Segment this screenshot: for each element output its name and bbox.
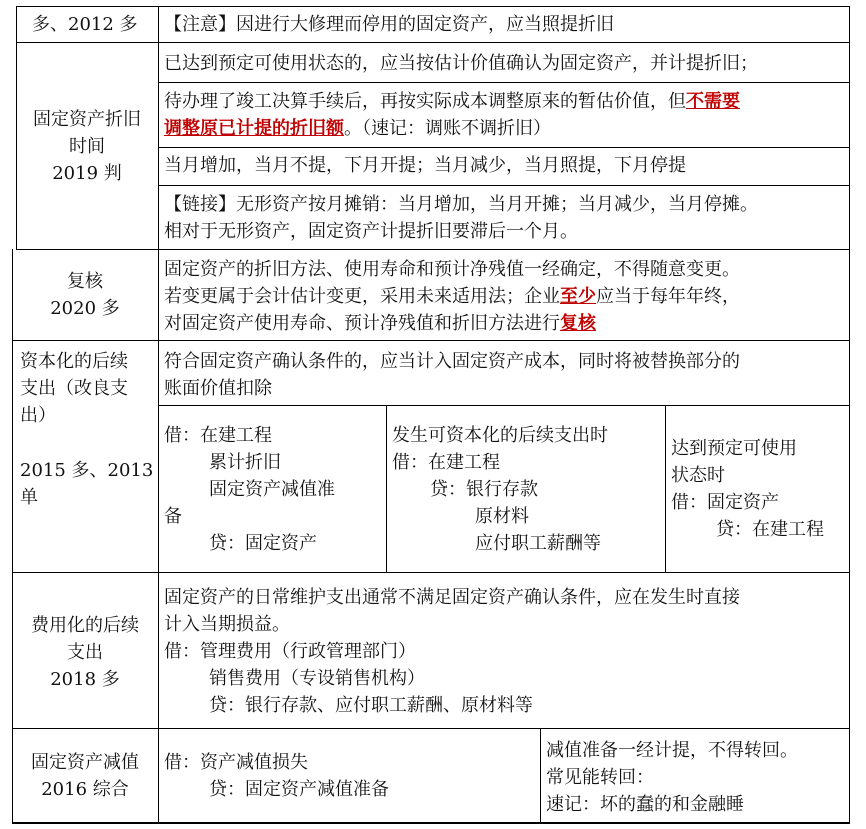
row-label-line: 2015 多、2013 xyxy=(20,460,154,481)
journal-line: 固定资产减值准 xyxy=(209,479,335,500)
row-label-line: 2019 判 xyxy=(52,163,122,184)
journal-line: 原材料 xyxy=(475,506,529,527)
paragraph-final-accounts-line2 xyxy=(164,115,551,142)
journal-line: 销售费用（专设销售机构） xyxy=(209,668,425,689)
row-label-line: 费用化的后续 xyxy=(31,615,139,636)
journal-line: 贷：固定资产减值准备 xyxy=(209,779,389,800)
review-line1: 固定资产的折旧方法、使用寿命和预计净残值一经确定，不得随意变更。 xyxy=(164,259,740,280)
hline-r3-split xyxy=(158,405,850,406)
review-line2 xyxy=(164,283,740,310)
capitalize-intro-line1: 符合固定资产确认条件的，应当计入固定资产成本，同时将被替换部分的 xyxy=(164,351,740,372)
journal-line: 状态时 xyxy=(671,465,725,486)
vline-label-split xyxy=(158,6,159,824)
paragraph-link-line2: 相对于无形资产，固定资产计提折旧要滞后一个月。 xyxy=(164,221,578,242)
hline-r1b xyxy=(158,147,850,148)
journal-line: 借：管理费用（行政管理部门） xyxy=(164,641,416,662)
paragraph-link-line1: 【链接】无形资产按月摊销：当月增加，当月开摊；当月减少，当月停摊。 xyxy=(164,194,758,215)
vline-r3-col-a xyxy=(386,405,387,572)
journal-line: 借：在建工程 xyxy=(392,452,500,473)
row-label: 多、2012 多 xyxy=(32,14,138,35)
expense-line: 计入当期损益。 xyxy=(164,614,290,635)
impairment-note-line: 减值准备一经计提，不得转回。 xyxy=(546,740,798,761)
vline-r5-split xyxy=(540,728,541,823)
hline-r1a xyxy=(158,82,850,83)
paragraph-estimated-value: 已达到预定可使用状态的，应当按估计价值确认为固定资产，并计提折旧； xyxy=(164,53,758,74)
vline-left-bottom xyxy=(12,249,13,824)
journal-line: 发生可资本化的后续支出时 xyxy=(392,425,608,446)
row-label-line: 资本化的后续 xyxy=(20,351,128,372)
text: 对固定资产使用寿命、预计净残值和折旧方法进行 xyxy=(164,313,560,334)
hline-bottom xyxy=(12,822,850,824)
emphasis-text: 调整原已计提的折旧额 xyxy=(164,118,344,139)
journal-line: 贷：在建工程 xyxy=(716,519,824,540)
journal-line: 贷：银行存款、应付职工薪酬、原材料等 xyxy=(209,695,533,716)
vline-r3-col-b xyxy=(665,405,666,572)
text: 若变更属于会计估计变更，采用未来适用法；企业 xyxy=(164,286,560,307)
row-label-line: 2020 多 xyxy=(50,298,120,319)
journal-line: 贷：固定资产 xyxy=(209,533,317,554)
row-label-line: 固定资产减值 xyxy=(31,752,139,773)
hline-r1-bottom xyxy=(16,249,850,250)
hline-top xyxy=(16,6,850,7)
journal-line: 贷：银行存款 xyxy=(430,479,538,500)
hline-r3-bottom xyxy=(12,572,850,573)
row-content: 【注意】因进行大修理而停用的固定资产，应当照提折旧 xyxy=(164,14,614,35)
paragraph-monthly-rule: 当月增加，当月不提，下月开提；当月减少，当月照提，下月停提 xyxy=(164,155,686,176)
journal-line: 累计折旧 xyxy=(209,452,281,473)
vline-right xyxy=(849,6,850,824)
emphasis-text: 至少 xyxy=(560,286,596,307)
text: 。（速记：调账不调折旧） xyxy=(344,118,551,139)
journal-line: 达到预定可使用 xyxy=(671,438,797,459)
impairment-note-line: 速记：坏的蠢的和金融睡 xyxy=(546,794,744,815)
row-label-line: 时间 xyxy=(69,136,105,157)
row-label-line: 2016 综合 xyxy=(41,779,129,800)
paragraph-final-accounts-line1 xyxy=(164,88,740,115)
journal-line: 应付职工薪酬等 xyxy=(475,533,601,554)
row-label-line: 支出（改良支 xyxy=(20,378,128,399)
row-label-line: 固定资产折旧 xyxy=(33,109,141,130)
text: 待办理了竣工决算手续后，再按实际成本调整原来的暂估价值，但 xyxy=(164,91,686,112)
impairment-note-line: 常见能转回： xyxy=(546,767,654,788)
journal-line: 借：资产减值损失 xyxy=(164,752,308,773)
expense-line: 固定资产的日常维护支出通常不满足固定资产确认条件，应在发生时直接 xyxy=(164,587,740,608)
row-label-line: 单 xyxy=(20,487,38,508)
emphasis-text: 复核 xyxy=(560,313,596,334)
row-label-line: 出） xyxy=(20,405,56,426)
hline-r2-bottom xyxy=(12,340,850,341)
row-label-line: 2018 多 xyxy=(50,669,120,690)
journal-line: 备 xyxy=(164,506,182,527)
review-line3 xyxy=(164,310,596,337)
text: 应当于每年年终， xyxy=(596,286,740,307)
hline-r1c xyxy=(158,185,850,186)
journal-line: 借：固定资产 xyxy=(671,492,779,513)
row-label-line: 支出 xyxy=(67,642,103,663)
journal-line: 借：在建工程 xyxy=(164,425,272,446)
hline-r4-bottom xyxy=(12,728,850,729)
row-label-line: 复核 xyxy=(67,271,103,292)
emphasis-text: 不需要 xyxy=(686,91,740,112)
capitalize-intro-line2: 账面价值扣除 xyxy=(164,378,272,399)
hline-r0-bottom xyxy=(16,42,850,43)
